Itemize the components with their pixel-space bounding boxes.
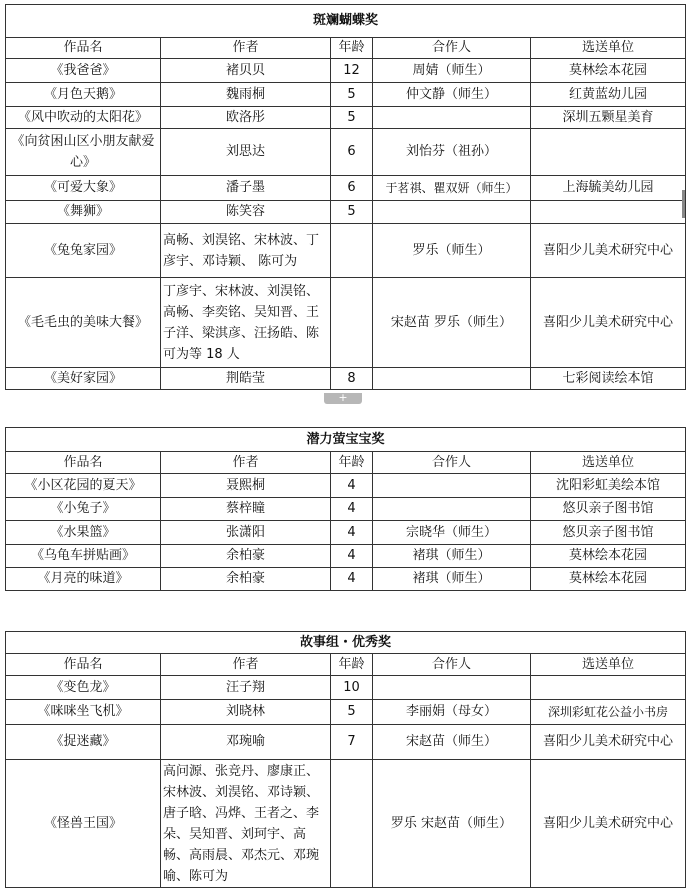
- cell-age: 10: [331, 676, 373, 700]
- cell-title: 《向贫困山区小朋友献爱心》: [6, 129, 161, 176]
- cell-title: 《怪兽王国》: [6, 760, 161, 888]
- section-title: 故事组・优秀奖: [6, 632, 686, 654]
- cell-title: 《乌龟车拼贴画》: [6, 545, 161, 568]
- cell-author: 张潇阳: [161, 521, 331, 545]
- cell-partner: 周婧（师生）: [373, 59, 531, 83]
- cell-partner: [373, 676, 531, 700]
- header-title: 作品名: [6, 38, 161, 59]
- cell-partner: 罗乐 宋赵苗（师生）: [373, 760, 531, 888]
- table-row: [6, 725, 686, 760]
- header-title: 作品名: [6, 654, 161, 676]
- cell-title: 《可爱大象》: [6, 176, 161, 201]
- cell-unit: 七彩阅读绘本馆: [531, 368, 686, 390]
- cell-author: 潘子墨: [161, 176, 331, 201]
- award-table-butterfly: [5, 4, 686, 390]
- header-row: [6, 38, 686, 59]
- cell-title: 《我爸爸》: [6, 59, 161, 83]
- cell-partner: [373, 474, 531, 498]
- cell-age: 4: [331, 498, 373, 521]
- cell-author: 余柏豪: [161, 545, 331, 568]
- header-author: 作者: [161, 452, 331, 474]
- cell-title: 《兔兔家园》: [6, 224, 161, 278]
- award-table-potential: [5, 427, 686, 591]
- cell-unit: 悠贝亲子图书馆: [531, 521, 686, 545]
- expand-table-button[interactable]: [324, 393, 362, 404]
- header-age: 年龄: [331, 654, 373, 676]
- cell-title: 《毛毛虫的美味大餐》: [6, 278, 161, 368]
- cell-age: 4: [331, 521, 373, 545]
- table-row: [6, 760, 686, 888]
- cell-unit: [531, 201, 686, 224]
- cell-age: 8: [331, 368, 373, 390]
- cell-title: 《小兔子》: [6, 498, 161, 521]
- cell-title: 《水果篮》: [6, 521, 161, 545]
- cell-title: 《月亮的味道》: [6, 568, 161, 591]
- table-row: [6, 224, 686, 278]
- cell-unit: 沈阳彩虹美绘本馆: [531, 474, 686, 498]
- cell-age: [331, 760, 373, 888]
- cell-partner: [373, 107, 531, 129]
- cell-partner: 宋赵苗 罗乐（师生）: [373, 278, 531, 368]
- cell-unit: [531, 129, 686, 176]
- header-unit: 选送单位: [531, 38, 686, 59]
- cell-partner: 褚琪（师生）: [373, 568, 531, 591]
- cell-partner: 仲文静（师生）: [373, 83, 531, 107]
- table-row: [6, 129, 686, 176]
- cell-title: 《捉迷藏》: [6, 725, 161, 760]
- cell-title: 《月色天鹅》: [6, 83, 161, 107]
- header-row: [6, 452, 686, 474]
- header-partner: 合作人: [373, 654, 531, 676]
- header-unit: 选送单位: [531, 452, 686, 474]
- table-row: [6, 107, 686, 129]
- table-row: [6, 176, 686, 201]
- cell-author: 汪子翔: [161, 676, 331, 700]
- cell-age: 5: [331, 700, 373, 725]
- cell-partner: 罗乐（师生）: [373, 224, 531, 278]
- header-title: 作品名: [6, 452, 161, 474]
- cell-partner: 李丽娟（母女）: [373, 700, 531, 725]
- cell-author: 高畅、刘淏铭、宋林波、丁彦宇、邓诗颖、 陈可为: [161, 224, 331, 278]
- cell-partner: [373, 201, 531, 224]
- cell-author: 欧洛彤: [161, 107, 331, 129]
- cell-unit: 喜阳少儿美术研究中心: [531, 224, 686, 278]
- cell-author: 陈笑容: [161, 201, 331, 224]
- table-row: [6, 83, 686, 107]
- header-row: [6, 654, 686, 676]
- header-author: 作者: [161, 38, 331, 59]
- cell-title: 《风中吹动的太阳花》: [6, 107, 161, 129]
- cell-unit: [531, 676, 686, 700]
- header-partner: 合作人: [373, 38, 531, 59]
- table-row: [6, 498, 686, 521]
- cell-unit: 喜阳少儿美术研究中心: [531, 725, 686, 760]
- cell-unit: 上海毓美幼儿园: [531, 176, 686, 201]
- table-row: [6, 568, 686, 591]
- table-row: [6, 474, 686, 498]
- cell-author: 魏雨桐: [161, 83, 331, 107]
- cell-author: 荆皓莹: [161, 368, 331, 390]
- header-age: 年龄: [331, 452, 373, 474]
- cell-age: 5: [331, 201, 373, 224]
- cell-age: 7: [331, 725, 373, 760]
- cell-unit: 悠贝亲子图书馆: [531, 498, 686, 521]
- section-title: 斑斓蝴蝶奖: [6, 5, 686, 38]
- header-unit: 选送单位: [531, 654, 686, 676]
- table-row: [6, 201, 686, 224]
- header-age: 年龄: [331, 38, 373, 59]
- cell-partner: 于茗祺、瞿双妍（师生）: [373, 176, 531, 201]
- cell-age: 6: [331, 129, 373, 176]
- cell-author: 邓琬喻: [161, 725, 331, 760]
- cell-unit: 深圳彩虹花公益小书房: [531, 700, 686, 725]
- cell-unit: 深圳五颗星美育: [531, 107, 686, 129]
- cell-author: 高问源、张竞丹、廖康正、宋林波、刘淏铭、邓诗颖、唐子晗、冯烨、王者之、李朵、吴知晋、刘珂宇、高畅、高雨晨、邓杰元、邓琬喻、陈可为: [161, 760, 331, 888]
- cell-author: 丁彦宇、宋林波、刘淏铭、高畅、李奕铭、吴知晋、王子洋、梁淇彦、汪扬皓、陈可为等 18 人: [161, 278, 331, 368]
- table-row: [6, 368, 686, 390]
- section-title: 潜力萤宝宝奖: [6, 428, 686, 452]
- cell-age: [331, 224, 373, 278]
- cell-author: 褚贝贝: [161, 59, 331, 83]
- cell-age: 12: [331, 59, 373, 83]
- cell-partner: 刘怡芬（祖孙）: [373, 129, 531, 176]
- cell-unit: 莫林绘本花园: [531, 545, 686, 568]
- table-row: [6, 521, 686, 545]
- cell-age: 4: [331, 568, 373, 591]
- cell-age: 4: [331, 474, 373, 498]
- cell-unit: 喜阳少儿美术研究中心: [531, 278, 686, 368]
- cell-author: 刘思达: [161, 129, 331, 176]
- cell-age: 5: [331, 107, 373, 129]
- cell-age: 6: [331, 176, 373, 201]
- scrollbar-thumb[interactable]: [682, 190, 685, 218]
- cell-partner: [373, 368, 531, 390]
- cell-unit: 喜阳少儿美术研究中心: [531, 760, 686, 888]
- cell-title: 《小区花园的夏天》: [6, 474, 161, 498]
- cell-partner: 宋赵苗（师生）: [373, 725, 531, 760]
- cell-author: 余柏豪: [161, 568, 331, 591]
- cell-age: 4: [331, 545, 373, 568]
- table-row: [6, 676, 686, 700]
- cell-age: [331, 278, 373, 368]
- cell-title: 《美好家园》: [6, 368, 161, 390]
- table-row: [6, 59, 686, 83]
- cell-unit: 红黄蓝幼儿园: [531, 83, 686, 107]
- header-partner: 合作人: [373, 452, 531, 474]
- header-author: 作者: [161, 654, 331, 676]
- table-row: [6, 700, 686, 725]
- cell-age: 5: [331, 83, 373, 107]
- cell-author: 聂熙桐: [161, 474, 331, 498]
- cell-partner: [373, 498, 531, 521]
- table-row: [6, 278, 686, 368]
- table-row: [6, 545, 686, 568]
- cell-title: 《变色龙》: [6, 676, 161, 700]
- cell-title: 《咪咪坐飞机》: [6, 700, 161, 725]
- award-table-story: [5, 631, 686, 888]
- plus-icon: +: [338, 391, 348, 404]
- cell-author: 刘晓林: [161, 700, 331, 725]
- cell-partner: 宗晓华（师生）: [373, 521, 531, 545]
- cell-unit: 莫林绘本花园: [531, 568, 686, 591]
- cell-title: 《舞狮》: [6, 201, 161, 224]
- cell-author: 蔡梓瞳: [161, 498, 331, 521]
- cell-partner: 褚琪（师生）: [373, 545, 531, 568]
- cell-unit: 莫林绘本花园: [531, 59, 686, 83]
